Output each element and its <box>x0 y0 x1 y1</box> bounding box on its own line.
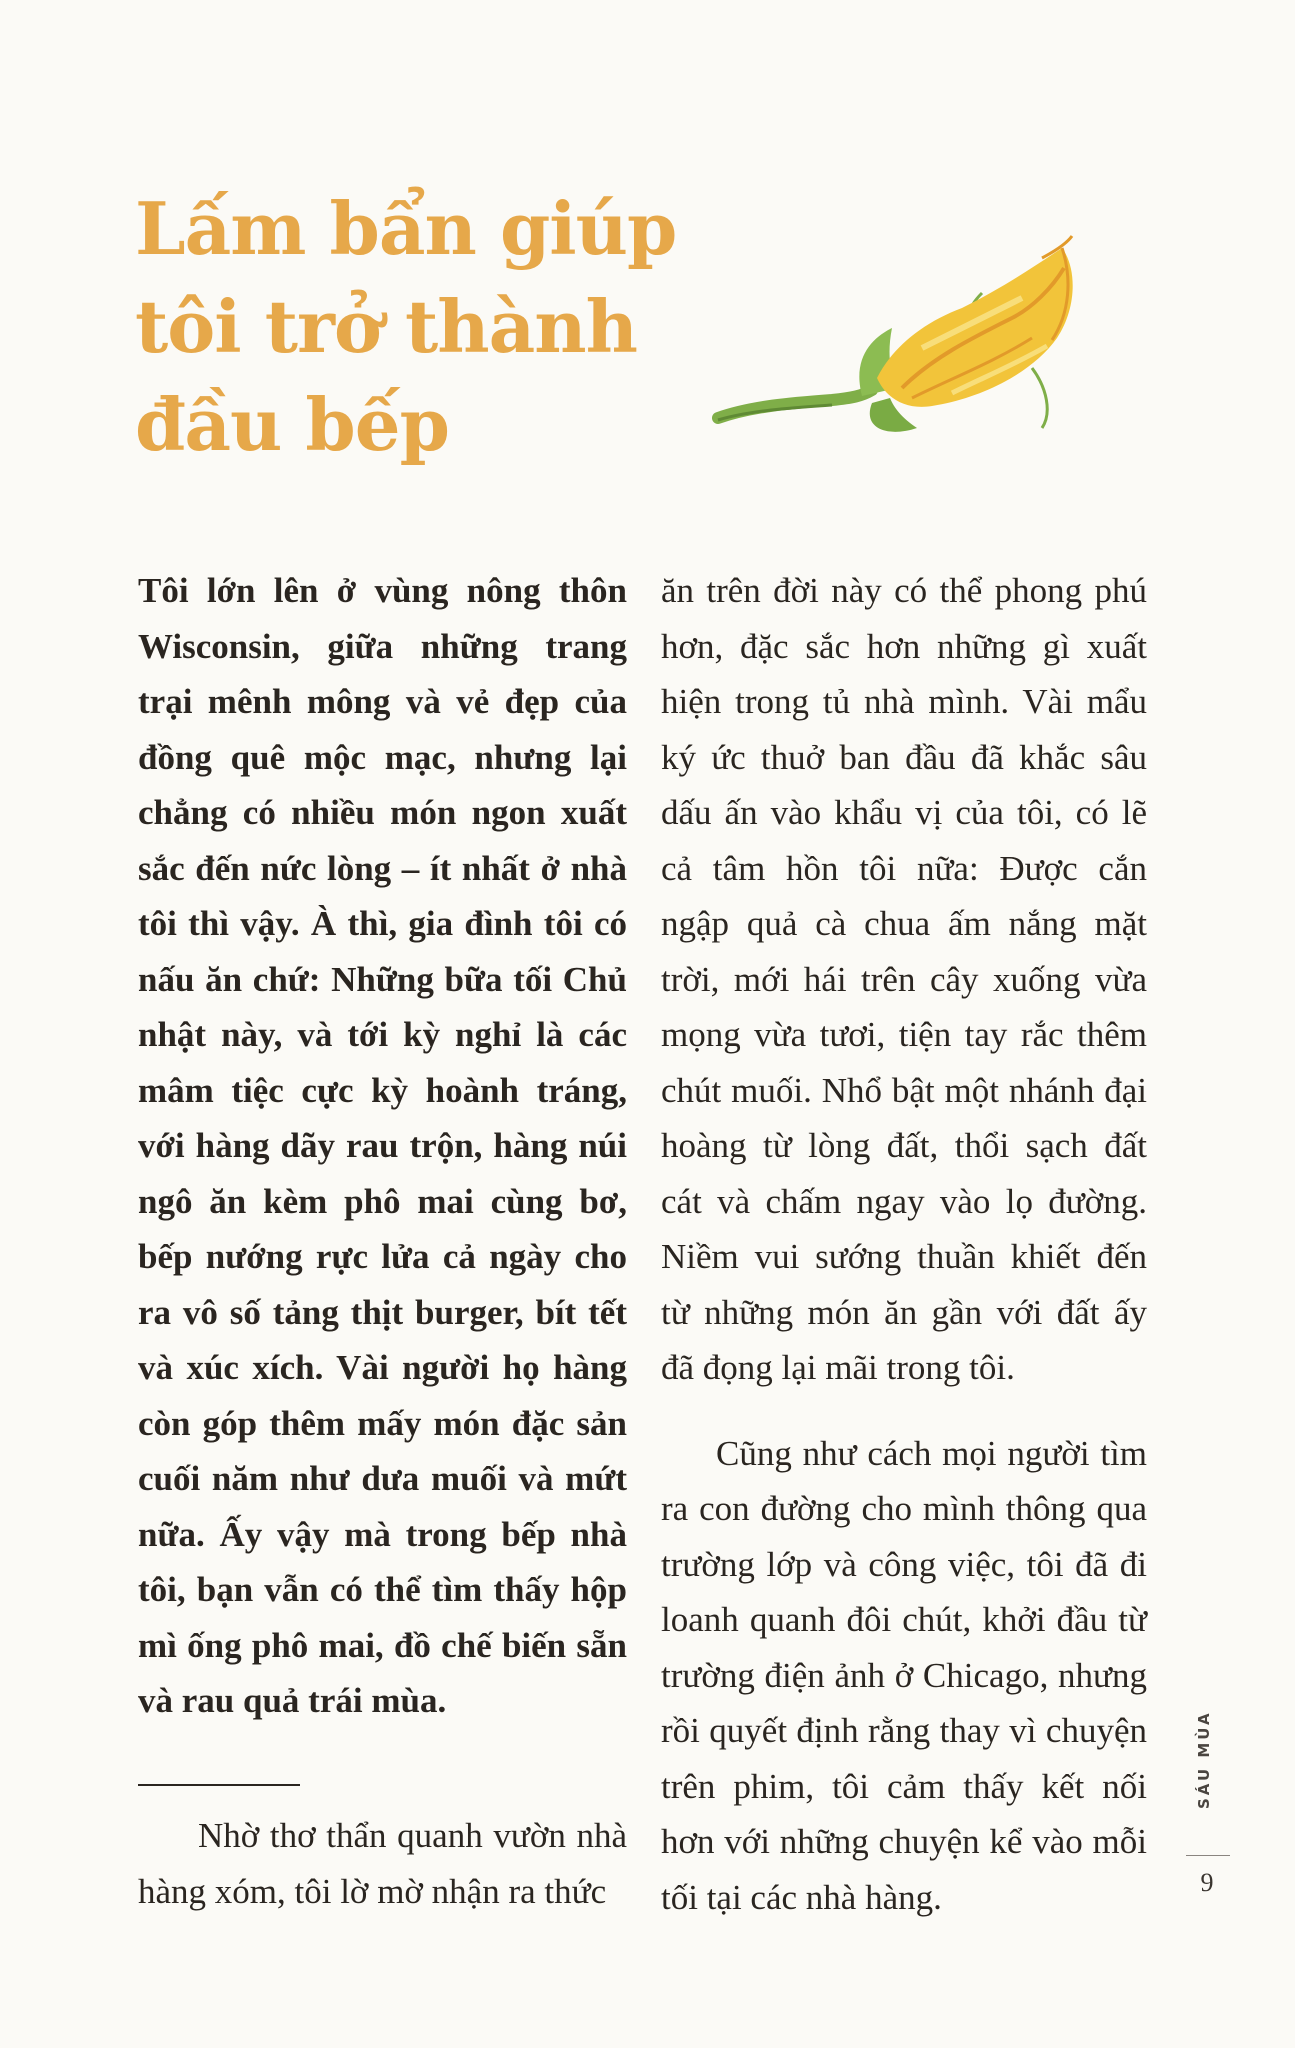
footnote-text: Nhờ thơ thẩn quanh vườn nhà hàng xóm, tôi lờ mờ nhận ra thức <box>138 1816 627 1911</box>
chapter-title-line-2: tôi trở thành <box>135 284 637 369</box>
body-paragraph-1: ăn trên đời này có thể phong phú hơn, đặc sắc hơn những gì xuất hiện trong tủ nhà mình. Vài mẩu ký ức thuở ban đầu đã khắc sâu dấu ấn vào khẩu vị của tôi, có lẽ cả tâm hồn tôi nữa: Được cắn ngập quả cà chua ấm nắng mặt trời, mới hái trên cây xuống vừa mọng vừa tươi, tiện tay rắc thêm chút muối. Nhổ bật một nhánh đại hoàng từ lòng đất, thổi sạch đất cát và chấm ngay vào lọ đường. Niềm vui sướng thuần khiết đến từ những món ăn gần với đất ấy đã đọng lại mãi trong tôi. <box>661 571 1147 1387</box>
right-column <box>661 563 1147 1925</box>
section-label: SÁU MÙA <box>1195 1710 1213 1810</box>
chapter-title <box>135 180 695 474</box>
body-paragraph-2: Cũng như cách mọi người tìm ra con đường cho mình thông qua trường lớp và công việc, tôi đã đi loanh quanh đôi chút, khởi đầu từ trường điện ảnh ở Chicago, nhưng rồi quyết định rằng thay vì chuyện trên phim, tôi cảm thấy kết nối hơn với những chuyện kể vào mỗi tối tại các nhà hàng. <box>661 1433 1147 1917</box>
page-number-divider <box>1186 1855 1230 1856</box>
page-number: 9 <box>1200 1868 1214 1897</box>
chapter-title-line-3: đầu bếp <box>135 382 449 467</box>
intro-paragraph: Tôi lớn lên ở vùng nông thôn Wisconsin, giữa những trang trại mênh mông và vẻ đẹp của đồng quê mộc mạc, nhưng lại chẳng có nhiều món ngon xuất sắc đến nức lòng – ít nhất ở nhà tôi thì vậy. À thì, gia đình tôi có nấu ăn chứ: Những bữa tối Chủ nhật này, và tới kỳ nghỉ là các mâm tiệc cực kỳ hoành tráng, với hàng dãy rau trộn, hàng núi ngô ăn kèm phô mai cùng bơ, bếp nướng rực lửa cả ngày cho ra vô số tảng thịt burger, bít tết và xúc xích. Vài người họ hàng còn góp thêm mấy món đặc sản cuối năm như dưa muối và mứt nữa. Ấy vậy mà trong bếp nhà tôi, bạn vẫn có thể tìm thấy hộp mì ống phô mai, đồ chế biến sẵn và rau quả trái mùa. <box>138 571 627 1720</box>
footnote-divider <box>138 1784 300 1786</box>
squash-blossom-icon <box>712 228 1102 448</box>
left-column <box>138 563 627 1729</box>
chapter-title-line-1: Lấm bẩn giúp <box>135 186 677 271</box>
